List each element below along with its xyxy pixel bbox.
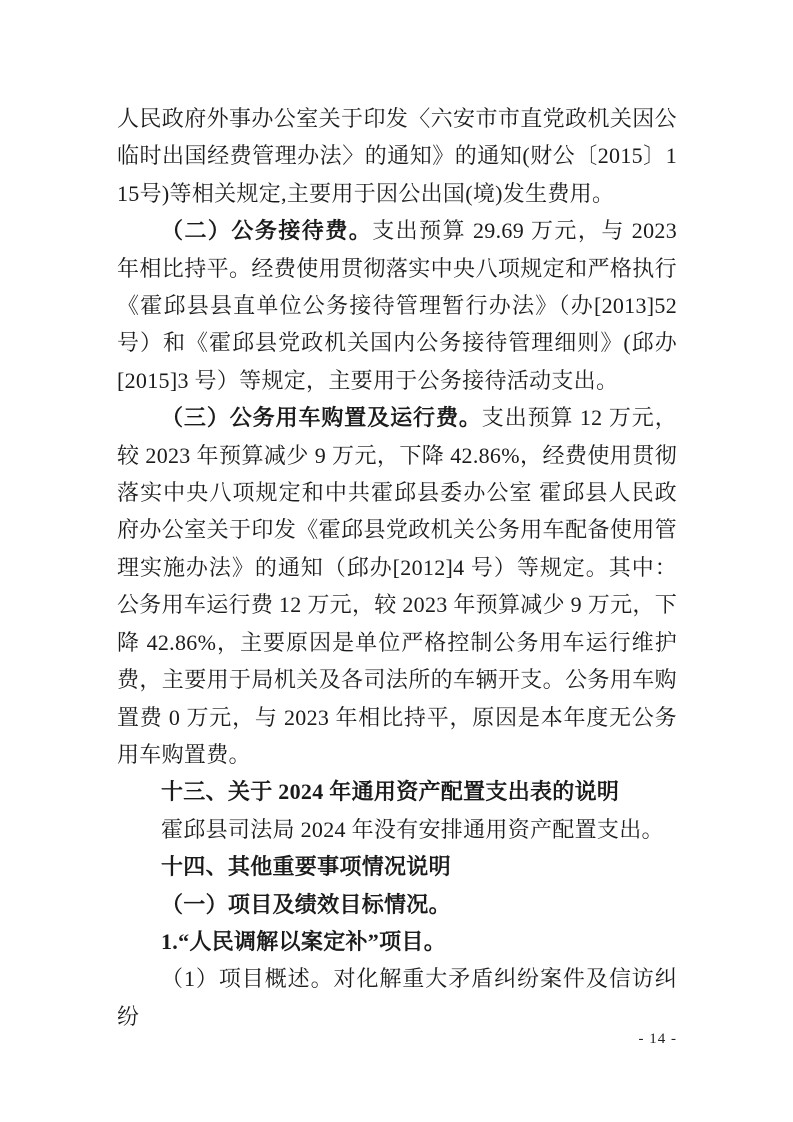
para-no-general-asset-allocation-segment: 霍邱县司法局 2024 年没有安排通用资产配置支出。 <box>161 816 664 842</box>
para-official-vehicle-expense-segment: 支出预算 12 万元，较 2023 年预算减少 9 万元，下降 42.86%，经费使用贯彻落实中央八项规定和中共霍邱县委办公室 霍邱县人民政府办公室关于印发《霍邱县党政机关公务用车配备使用管理实施办法》的通知（邱办[2012]4 号）等规定。其中：公务用车运行费 12 万元，较 2023 年预算减少 9 万元，下降 42.86%，主要原因是单位严格控制公务用车运行维护费，主要用于局机关及各司法所的车辆开支。公务用车购置费 0 万元，与 2023 年相比持平，原因是本年度无公务用车购置费。 <box>117 405 678 767</box>
para-official-vehicle-expense-segment: （三）公务用车购置及运行费。 <box>161 405 482 431</box>
heading-mediation-subsidy-project-segment: 1.“人民调解以案定补”项目。 <box>161 928 447 954</box>
para-project-overview <box>117 960 677 1035</box>
page-number: - 14 - <box>638 1031 677 1047</box>
para-official-reception-expense-segment: （二）公务接待费。 <box>161 218 373 244</box>
heading-project-performance-targets <box>117 886 677 923</box>
para-official-reception-expense <box>117 212 677 399</box>
para-official-reception-expense-segment: 支出预算 29.69 万元，与 2023 年相比持平。经费使用贯彻落实中央八项规定和严格执行《霍邱县县直单位公务接待管理暂行办法》（办[2013]52 号）和《霍邱县党政机关国内公务接待管理细则》(邱办[2015]3 号）等规定，主要用于公务接待活动支出。 <box>117 218 677 393</box>
heading-14-other-important-matters <box>117 848 677 885</box>
para-project-overview-segment: （1）项目概述。对化解重大矛盾纠纷案件及信访纠纷 <box>117 966 677 1029</box>
heading-13-general-asset-allocation-segment: 十三、关于 2024 年通用资产配置支出表的说明 <box>161 779 620 805</box>
heading-project-performance-targets-segment: （一）项目及绩效目标情况。 <box>161 891 451 917</box>
heading-13-general-asset-allocation <box>117 773 677 810</box>
heading-mediation-subsidy-project <box>117 923 677 960</box>
heading-14-other-important-matters-segment: 十四、其他重要事项情况说明 <box>161 854 451 880</box>
para-overseas-travel-continuation <box>117 100 677 212</box>
para-no-general-asset-allocation <box>117 811 677 848</box>
para-official-vehicle-expense <box>117 399 677 773</box>
document-body <box>117 100 677 1035</box>
para-overseas-travel-continuation-segment: 人民政府外事办公室关于印发〈六安市市直党政机关因公临时出国经费管理办法〉的通知》的通知(财公〔2015〕115号)等相关规定,主要用于因公出国(境)发生费用。 <box>117 106 677 206</box>
